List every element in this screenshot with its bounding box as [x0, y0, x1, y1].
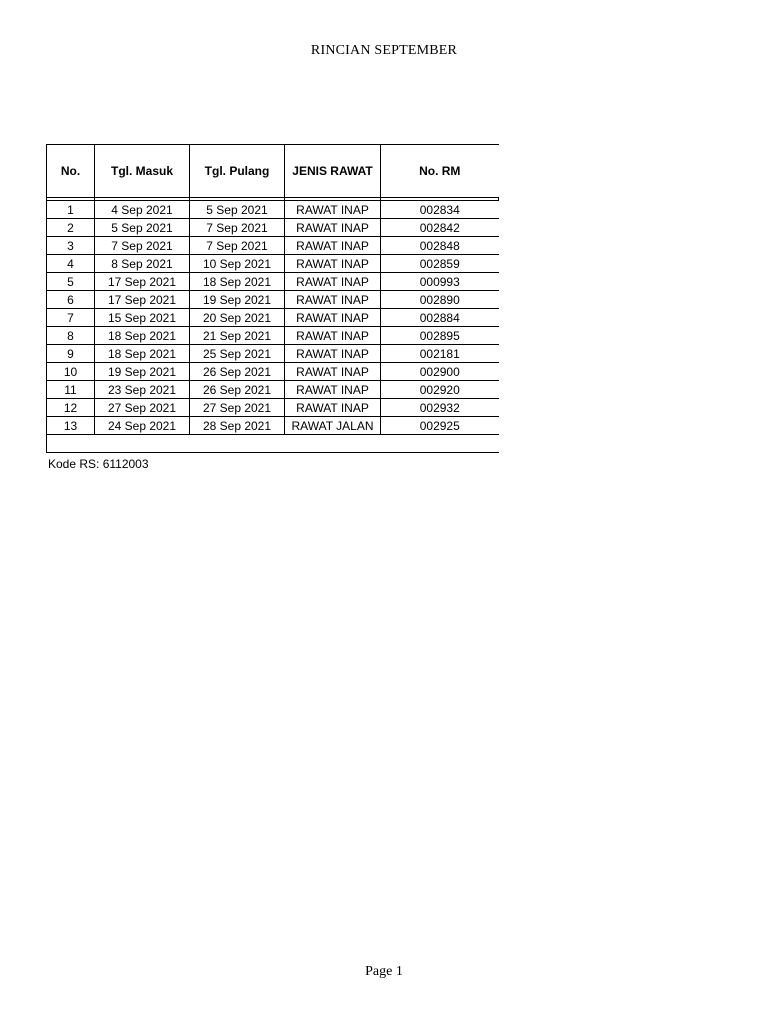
cell-tgl-masuk: 4 Sep 2021	[95, 201, 190, 219]
cell-tgl-masuk: 5 Sep 2021	[95, 219, 190, 237]
cell-tgl-masuk: 8 Sep 2021	[95, 255, 190, 273]
cell-no: 11	[47, 381, 95, 399]
cell-no-rm: 002932	[381, 399, 499, 417]
cell-no-rm: 002925	[381, 417, 499, 435]
table-row	[47, 237, 499, 255]
cell-no-rm: 002895	[381, 327, 499, 345]
cell-tgl-pulang: 10 Sep 2021	[190, 255, 285, 273]
page-title: RINCIAN SEPTEMBER	[310, 43, 458, 58]
header-no-rm: No. RM	[381, 145, 499, 198]
cell-no: 7	[47, 309, 95, 327]
cell-tgl-pulang: 18 Sep 2021	[190, 273, 285, 291]
cell-no: 3	[47, 237, 95, 255]
cell-no-rm: 002900	[381, 363, 499, 381]
cell-jenis-rawat: RAWAT INAP	[285, 381, 381, 399]
cell-tgl-masuk: 19 Sep 2021	[95, 363, 190, 381]
cell-tgl-pulang: 26 Sep 2021	[190, 381, 285, 399]
cell-tgl-masuk: 17 Sep 2021	[95, 273, 190, 291]
cell-no-rm: 002181	[381, 345, 499, 363]
cell-jenis-rawat: RAWAT INAP	[285, 273, 381, 291]
cell-jenis-rawat: RAWAT INAP	[285, 255, 381, 273]
cell-jenis-rawat: RAWAT INAP	[285, 219, 381, 237]
cell-tgl-pulang: 19 Sep 2021	[190, 291, 285, 309]
table-row	[47, 381, 499, 399]
cell-no: 6	[47, 291, 95, 309]
cell-no-rm: 002848	[381, 237, 499, 255]
header-tgl-pulang: Tgl. Pulang	[190, 145, 285, 198]
cell-jenis-rawat: RAWAT INAP	[285, 399, 381, 417]
cell-tgl-masuk: 18 Sep 2021	[95, 345, 190, 363]
cell-tgl-pulang: 5 Sep 2021	[190, 201, 285, 219]
cell-no: 9	[47, 345, 95, 363]
cell-no-rm: 002890	[381, 291, 499, 309]
cell-tgl-pulang: 28 Sep 2021	[190, 417, 285, 435]
cell-no: 4	[47, 255, 95, 273]
cell-no-rm: 002920	[381, 381, 499, 399]
cell-jenis-rawat: RAWAT INAP	[285, 201, 381, 219]
cell-no: 13	[47, 417, 95, 435]
cell-tgl-pulang: 7 Sep 2021	[190, 219, 285, 237]
cell-tgl-pulang: 21 Sep 2021	[190, 327, 285, 345]
cell-no: 8	[47, 327, 95, 345]
table-row	[47, 255, 499, 273]
cell-tgl-pulang: 25 Sep 2021	[190, 345, 285, 363]
header-tgl-masuk: Tgl. Masuk	[95, 145, 190, 198]
table-body	[47, 201, 499, 453]
cell-no-rm: 002842	[381, 219, 499, 237]
cell-no: 1	[47, 201, 95, 219]
cell-tgl-pulang: 26 Sep 2021	[190, 363, 285, 381]
cell-tgl-masuk: 17 Sep 2021	[95, 291, 190, 309]
table-row	[47, 363, 499, 381]
cell-tgl-masuk: 18 Sep 2021	[95, 327, 190, 345]
rincian-table	[46, 144, 499, 453]
cell-jenis-rawat: RAWAT INAP	[285, 237, 381, 255]
header-no: No.	[47, 145, 95, 198]
cell-no-rm: 002884	[381, 309, 499, 327]
table-row	[47, 327, 499, 345]
cell-jenis-rawat: RAWAT JALAN	[285, 417, 381, 435]
cell-no: 12	[47, 399, 95, 417]
cell-tgl-masuk: 27 Sep 2021	[95, 399, 190, 417]
cell-tgl-pulang: 7 Sep 2021	[190, 237, 285, 255]
cell-no: 5	[47, 273, 95, 291]
table-row	[47, 399, 499, 417]
kode-rs: Kode RS: 6112003	[48, 457, 149, 471]
cell-jenis-rawat: RAWAT INAP	[285, 309, 381, 327]
cell-tgl-masuk: 15 Sep 2021	[95, 309, 190, 327]
cell-jenis-rawat: RAWAT INAP	[285, 291, 381, 309]
table-row-empty	[47, 435, 499, 453]
cell-no-rm: 002834	[381, 201, 499, 219]
cell-tgl-masuk: 23 Sep 2021	[95, 381, 190, 399]
cell-tgl-pulang: 20 Sep 2021	[190, 309, 285, 327]
table-row	[47, 201, 499, 219]
cell-tgl-masuk: 24 Sep 2021	[95, 417, 190, 435]
cell-jenis-rawat: RAWAT INAP	[285, 345, 381, 363]
table-header	[47, 145, 499, 201]
cell-jenis-rawat: RAWAT INAP	[285, 327, 381, 345]
table-row	[47, 309, 499, 327]
cell-jenis-rawat: RAWAT INAP	[285, 363, 381, 381]
cell-no: 10	[47, 363, 95, 381]
table-row	[47, 273, 499, 291]
cell-tgl-pulang: 27 Sep 2021	[190, 399, 285, 417]
cell-no-rm: 002859	[381, 255, 499, 273]
cell-no-rm: 000993	[381, 273, 499, 291]
page-number: Page 1	[365, 964, 403, 979]
table-row	[47, 219, 499, 237]
cell-tgl-masuk: 7 Sep 2021	[95, 237, 190, 255]
table-row	[47, 345, 499, 363]
table-row	[47, 417, 499, 435]
cell-no: 2	[47, 219, 95, 237]
table-row	[47, 291, 499, 309]
header-row	[47, 145, 499, 198]
header-jenis-rawat: JENIS RAWAT	[285, 145, 381, 198]
